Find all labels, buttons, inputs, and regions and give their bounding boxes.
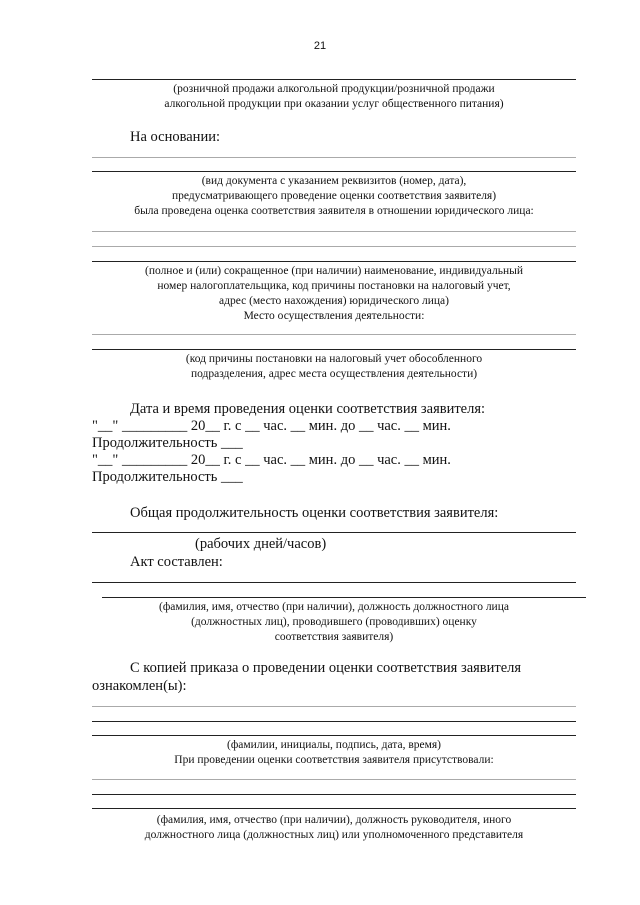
document-caption: (вид документа с указанием реквизитов (номер, дата), предусматривающего проведение оценки соответствия заявителя) была проведена оценка соответствия заявителя в отношении юридического лица: xyxy=(134,175,534,217)
acquainted-caption: (фамилии, инициалы, подпись, дата, время) При проведении оценки соответствия заявителя присутствовали: xyxy=(174,739,494,766)
fill-line xyxy=(92,334,576,335)
date-line-1: "__" _________ 20__ г. с __ час. __ мин. до __ час. __ мин. xyxy=(92,418,451,434)
fill-line xyxy=(92,246,576,247)
inspectors-caption: (фамилия, имя, отчество (при наличии), должность должностного лица (должностных лиц), проводившего (проводивших) оценку соответствия заявителя) xyxy=(159,601,509,643)
present-caption: (фамилия, имя, отчество (при наличии), должность руководителя, иного должностного лица (должностных лиц) или уполномоченного представителя xyxy=(144,814,524,841)
duration-2: Продолжительность ___ xyxy=(92,469,243,485)
fill-line xyxy=(92,794,576,795)
total-duration-label: Общая продолжительность оценки соответствия заявителя: xyxy=(130,505,499,521)
fill-line xyxy=(92,735,576,736)
fill-line xyxy=(92,532,576,533)
fill-line xyxy=(92,808,576,809)
copy-order-label: С копией приказа о проведении оценки соответствия заявителя xyxy=(130,660,522,676)
fill-line xyxy=(92,231,576,232)
act-made-label: Акт составлен: xyxy=(130,554,223,570)
fill-line xyxy=(92,79,576,80)
fill-line xyxy=(92,171,576,172)
fill-line xyxy=(102,597,586,598)
basis-label: На основании: xyxy=(130,129,220,145)
legal-entity-caption: (полное и (или) сокращенное (при наличии) наименование, индивидуальный номер налогоплательщика, код причины постановки на налоговый учет, адрес (место нахождения) юридического лица) Место осуществления деятельности: xyxy=(144,265,524,322)
work-days-note: (рабочих дней/часов) xyxy=(195,536,327,552)
date-line-2: "__" _________ 20__ г. с __ час. __ мин. до __ час. __ мин. xyxy=(92,452,451,468)
fill-line xyxy=(92,582,576,583)
page-number: 21 xyxy=(313,40,327,52)
fill-line xyxy=(92,721,576,722)
fill-line xyxy=(92,261,576,262)
fill-line xyxy=(92,706,576,707)
retail-caption: (розничной продажи алкогольной продукции/розничной продажи алкогольной продукции при оказании услуг общественного питания) xyxy=(164,83,504,110)
fill-line xyxy=(92,779,576,780)
datetime-heading: Дата и время проведения оценки соответствия заявителя: xyxy=(130,401,486,417)
duration-1: Продолжительность ___ xyxy=(92,435,243,451)
fill-line xyxy=(92,349,576,350)
acquainted-label: ознакомлен(ы): xyxy=(92,678,187,694)
branch-caption: (код причины постановки на налоговый учет обособленного подразделения, адрес места осуществления деятельности) xyxy=(185,353,483,380)
fill-line xyxy=(92,157,576,158)
